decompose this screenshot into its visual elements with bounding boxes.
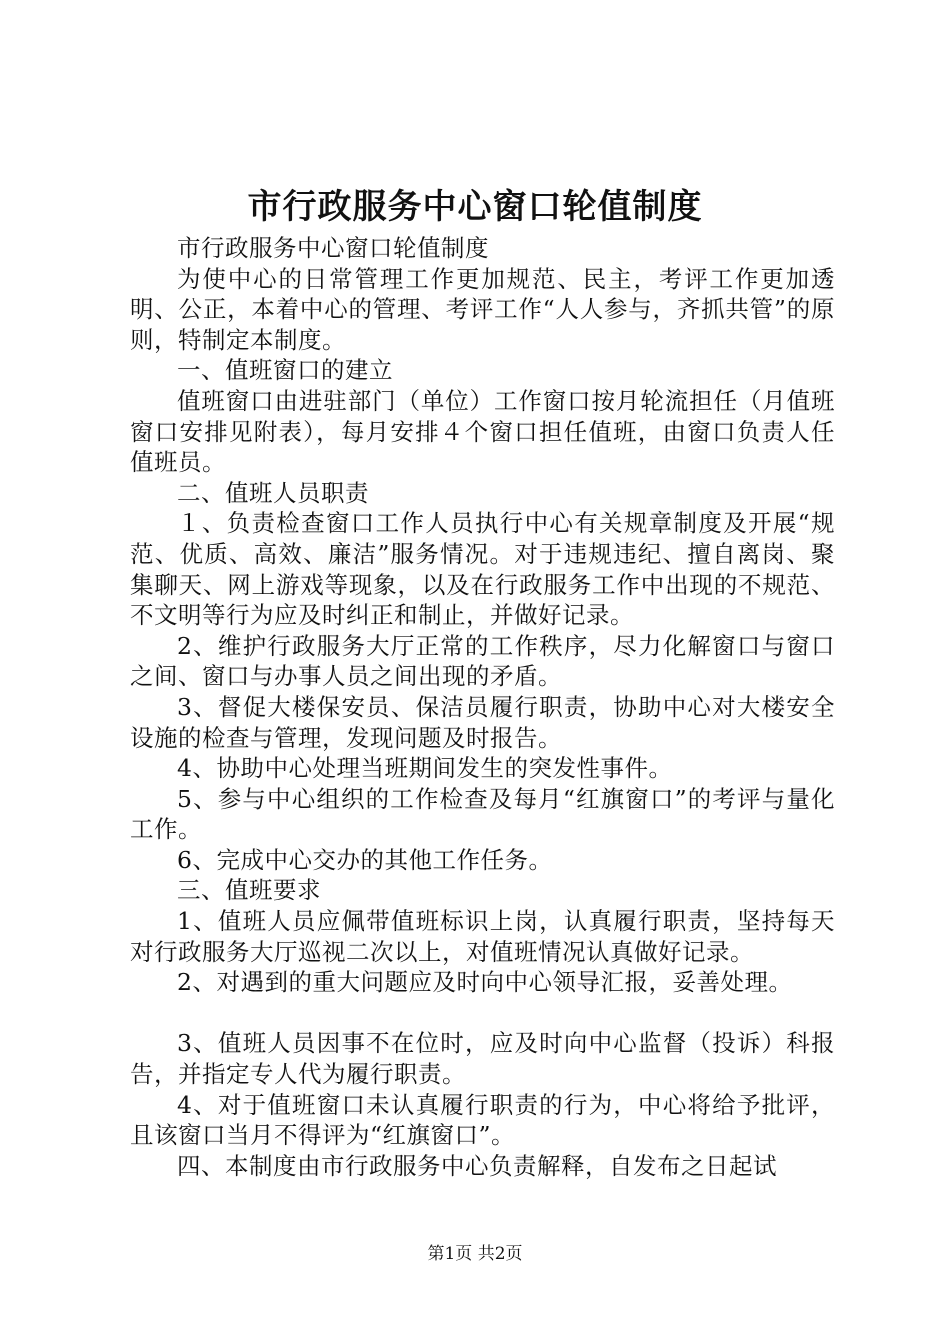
document-body [130,233,835,1181]
requirement-item-3: 3、值班人员因事不在位时，应及时向中心监督（投诉）科报告，并指定专人代为履行职责。 [130,1029,835,1089]
section-heading-1: 一、值班窗口的建立 [177,356,393,385]
duty-item-5: 5、参与中心组织的工作检查及每月“红旗窗口”的考评与量化工作。 [130,784,835,844]
paragraph-repeated-title: 市行政服务中心窗口轮值制度 [177,234,489,262]
requirement-item-2: 2、对遇到的重大问题应及时向中心领导汇报，妥善处理。 [177,968,793,997]
section-heading-3: 三、值班要求 [177,876,321,905]
document-title: 市行政服务中心窗口轮值制度 [247,187,703,227]
duty-item-4: 4、协助中心处理当班期间发生的突发性事件。 [177,754,673,783]
paragraph-intro: 为使中心的日常管理工作更加规范、民主，考评工作更加透明、公正，本着中心的管理、考评工作“人人参与，齐抓共管”的原则，特制定本制度。 [130,264,835,354]
section-heading-2: 二、值班人员职责 [177,478,369,507]
duty-item-6: 6、完成中心交办的其他工作任务。 [177,845,553,874]
section-heading-4: 四、本制度由市行政服务中心负责解释，自发布之日起试 [177,1151,777,1180]
page-footer: 第1页 共2页 [427,1244,523,1264]
blank-line [130,998,835,1029]
paragraph-window-setup: 值班窗口由进驻部门（单位）工作窗口按月轮流担任（月值班窗口安排见附表），每月安排４个窗口担任值班，由窗口负责人任值班员。 [130,386,835,477]
duty-item-3: 3、督促大楼保安员、保洁员履行职责，协助中心对大楼安全设施的检查与管理，发现问题及时报告。 [130,692,835,752]
requirement-item-1: 1、值班人员应佩带值班标识上岗，认真履行职责，坚持每天对行政服务大厅巡视二次以上，对值班情况认真做好记录。 [130,907,835,966]
duty-item-1: １、负责检查窗口工作人员执行中心有关规章制度及开展“规范、优质、高效、廉洁”服务情况。对于违规违纪、擅自离岗、聚集聊天、网上游戏等现象，以及在行政服务工作中出现的不规范、不文明等行为应及时纠正和制止，并做好记录。 [130,509,835,630]
requirement-item-4: 4、对于值班窗口未认真履行职责的行为，中心将给予批评，且该窗口当月不得评为“红旗窗口”。 [130,1090,835,1150]
duty-item-2: 2、维护行政服务大厅正常的工作秩序，尽力化解窗口与窗口之间、窗口与办事人员之间出现的矛盾。 [130,631,835,691]
